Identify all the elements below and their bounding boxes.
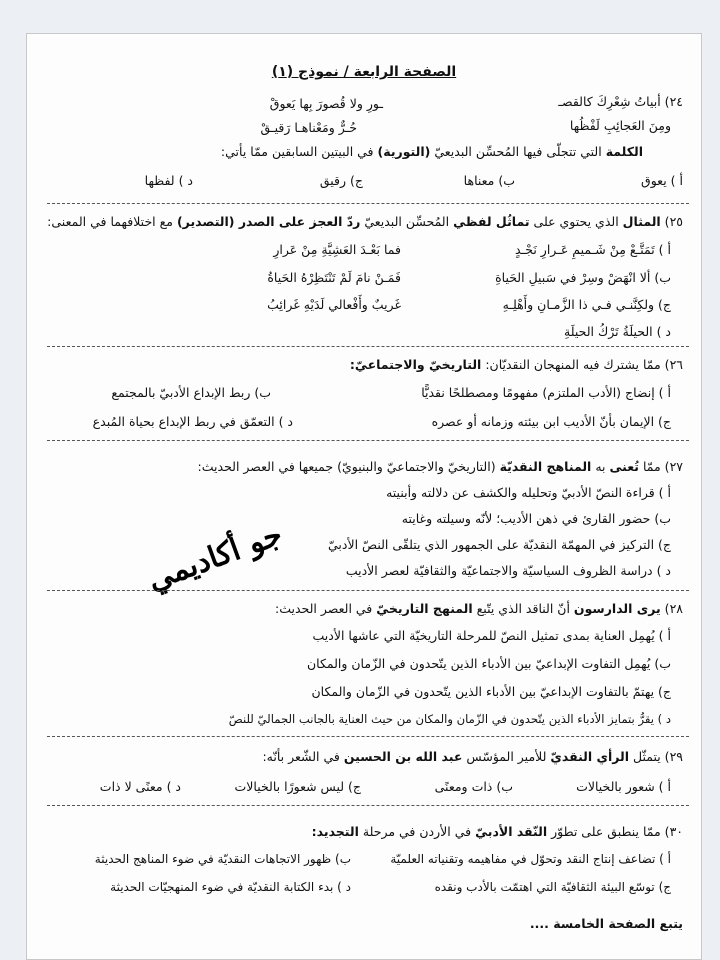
q25-q-t1: الذي يحتوي على (533, 214, 619, 229)
q27-option-b: ب) حضور القارئ في ذهن الأديب؛ لأنّه وسيلته وغايته (401, 511, 671, 526)
q29-q-t3: في الشّعر بأنّه: (262, 749, 340, 764)
q30-question (312, 824, 683, 840)
q30-option-a: أ ) تضاعف إنتاج النقد وتحوّل في مفاهيمه وتقنياته العلميّة (390, 852, 671, 866)
q25-option-d: د ) الحيلَةُ تَرْكُ الحيلَةِ (564, 324, 671, 339)
q30-q-b2: التجديد: (311, 824, 359, 839)
q26-option-d: د ) التعمّق في ربط الإبداع بحياة المُبدع (92, 414, 293, 429)
q29-option-c: ج) ليس شعورًا بالخيالات (234, 779, 361, 794)
q28-option-d: د ) يقرُّ بتمايز الأدباء الذين يتّحدون في الزّمان والمكان من حيث العناية بالجانب الجماليّ للنصّ (228, 712, 671, 726)
q25-a-right: أ ) تَمَتَّـعْ مِنْ شَـميمِ عَـرارِ نَجْـدٍ (515, 242, 671, 257)
separator (47, 346, 689, 347)
q29-q-t2: للأمير المؤسّس (466, 749, 547, 764)
q25-q-b2: تماثُل لفظي (453, 214, 530, 229)
q30-q-b1: النّقد الأدبيّ (475, 824, 548, 839)
q30-q-t1: ٣٠) ممّا ينطبق على تطوّر (551, 824, 683, 839)
q28-q-b1: يرى الدارسون (573, 601, 661, 616)
q25-q-b3: ردّ العجز على الصدر (التصدير) (176, 214, 361, 229)
exam-page (26, 33, 702, 960)
q29-option-b: ب) ذات ومعنًى (434, 779, 513, 794)
q24-verse2-right: ومِنَ العَجائِبِ لَفْظُها (569, 118, 671, 133)
q29-q-b1: الرأي النقديّ (550, 749, 629, 764)
q24-question (221, 144, 643, 160)
q28-q-t2: أنّ الناقد الذي يتّبع (476, 601, 570, 616)
q30-option-b: ب) ظهور الاتجاهات النقديّة في ضوء المناهج الحديثة (94, 852, 351, 866)
q24-verse2-left: حُـرٌّ ومَعْناهـا رَقيـقْ (260, 120, 357, 135)
q24-q-term: (التورية) (377, 144, 431, 159)
q28-q-t1: ٢٨) (664, 601, 683, 616)
footer-continue: يتبع الصفحة الخامسة .... (529, 916, 683, 931)
q26-option-c: ج) الإيمان بأنّ الأديب ابن بيئته وزمانه أو عصره (431, 414, 671, 429)
q28-option-c: ج) يهتمّ بالتفاوت الإبداعيّ بين الأدباء الذين يتّحدون في الزّمان والمكان (311, 684, 671, 699)
q24-verse1-left: ـورِ ولا قُصورَ بِها يَعوقْ (269, 96, 383, 111)
q27-option-c: ج) التركيز في المهمّة النقديّة على الجمهور الذي يتلقّى النصّ الأدبيّ (328, 537, 671, 552)
q30-option-d: د ) بدء الكتابة النقديّة في ضوء المنهجيّات الحديثة (110, 880, 351, 894)
watermark-stamp: جو أكاديمي (143, 517, 287, 598)
q28-q-t3: في العصر الحديث: (275, 601, 373, 616)
q24-verse1-right: ٢٤) أبياتُ شِعْرِكَ كالقصـ (558, 94, 683, 109)
q26-q-text: ٢٦) ممّا يشترك فيه المنهجان النقديّان: (485, 357, 683, 372)
q29-question (262, 749, 683, 765)
q24-option-d: د ) لفظها (144, 173, 193, 188)
q24-option-c: ج) رقيق (319, 173, 363, 188)
q24-option-b: ب) معناها (463, 173, 515, 188)
q26-option-a: أ ) إنضاج (الأدب الملتزم) مفهومًا ومصطلحًا نقديًّا (421, 385, 671, 400)
q28-option-a: أ ) يُهمِل العناية بمدى تمثيل النصّ للمرحلة التاريخيّة التي عاشها الأديب (312, 628, 671, 643)
separator (47, 203, 689, 204)
q25-q-t2: المُحسِّن البديعيّ (364, 214, 450, 229)
q28-option-b: ب) يُهمِل التفاوت الإبداعيّ بين الأدباء الذين يتّحدون في الزّمان والمكان (306, 656, 671, 671)
q25-q-t3: مع اختلافهما في المعنى: (47, 214, 173, 229)
separator (47, 440, 689, 441)
q29-option-a: أ ) شعور بالخيالات (576, 779, 671, 794)
q30-q-t2: في الأردن في مرحلة (362, 824, 472, 839)
q28-question (275, 601, 683, 617)
q27-option-d: د ) دراسة الظروف السياسيّة والاجتماعيّة والثقافيّة لعصر الأديب (345, 563, 671, 578)
q25-q-b1: المثال (622, 214, 661, 229)
q27-q-t1: ٢٧) ممّا (642, 459, 683, 474)
q25-num: ٢٥) (664, 214, 683, 229)
q27-question (198, 459, 683, 475)
q29-q-b2: عبد الله بن الحسين (343, 749, 463, 764)
page-title: الصفحة الرابعة / نموذج (١) (271, 64, 457, 80)
q27-q-b2: المناهج النقديّة (499, 459, 592, 474)
q26-q-bold: التاريخيّ والاجتماعيّ: (349, 357, 482, 372)
q27-q-b1: تُعنى (609, 459, 639, 474)
q25-question (47, 214, 683, 230)
q24-q-mid: التي تتجلّى فيها المُحسِّن البديعيّ (434, 144, 602, 159)
q28-q-b2: المنهج التاريخيّ (376, 601, 473, 616)
q25-c-right: ج) ولكِنَّنـي فـي ذا الزَّمـانِ وأَهْلِـهِ (502, 297, 671, 312)
separator (47, 590, 689, 591)
q26-option-b: ب) ربط الإبداع الأدبيّ بالمجتمع (111, 385, 271, 400)
q24-q-keyword: الكلمة (605, 144, 643, 159)
q25-c-left: غَريبٌ وأَفْعالي لَدَيْهِ غَرائِبُ (267, 297, 401, 312)
q25-a-left: فما بَعْـدَ العَشِيَّةِ مِنْ عَرارِ (273, 242, 401, 257)
q30-option-c: ج) توسّع البيئة الثقافيّة التي اهتمّت بالأدب ونقده (434, 880, 671, 894)
q24-option-a: أ ) يعوق (641, 173, 683, 188)
q27-q-t3: (التاريخيّ والاجتماعيّ والبنيويّ) جميعها في العصر الحديث: (197, 459, 496, 474)
q27-option-a: أ ) قراءة النصّ الأدبيّ وتحليله والكشف عن دلالته وأبنيته (386, 485, 671, 500)
separator (47, 805, 689, 806)
q29-q-t1: ٢٩) يتمثّل (632, 749, 683, 764)
q29-option-d: د ) معنًى لا ذات (99, 779, 181, 794)
separator (47, 736, 689, 737)
q27-q-t2: به (595, 459, 606, 474)
q25-b-left: فَمَـنْ نامَ لَمْ تَنْتَظِرْهُ الحَياةُ (267, 270, 401, 285)
q26-question (350, 357, 683, 373)
q24-q-post: في البيتين السابقين ممّا يأتي: (220, 144, 374, 159)
q25-b-right: ب) ألا انْهَضْ وسِرْ في سَبيلِ الحَياةِ (495, 270, 671, 285)
